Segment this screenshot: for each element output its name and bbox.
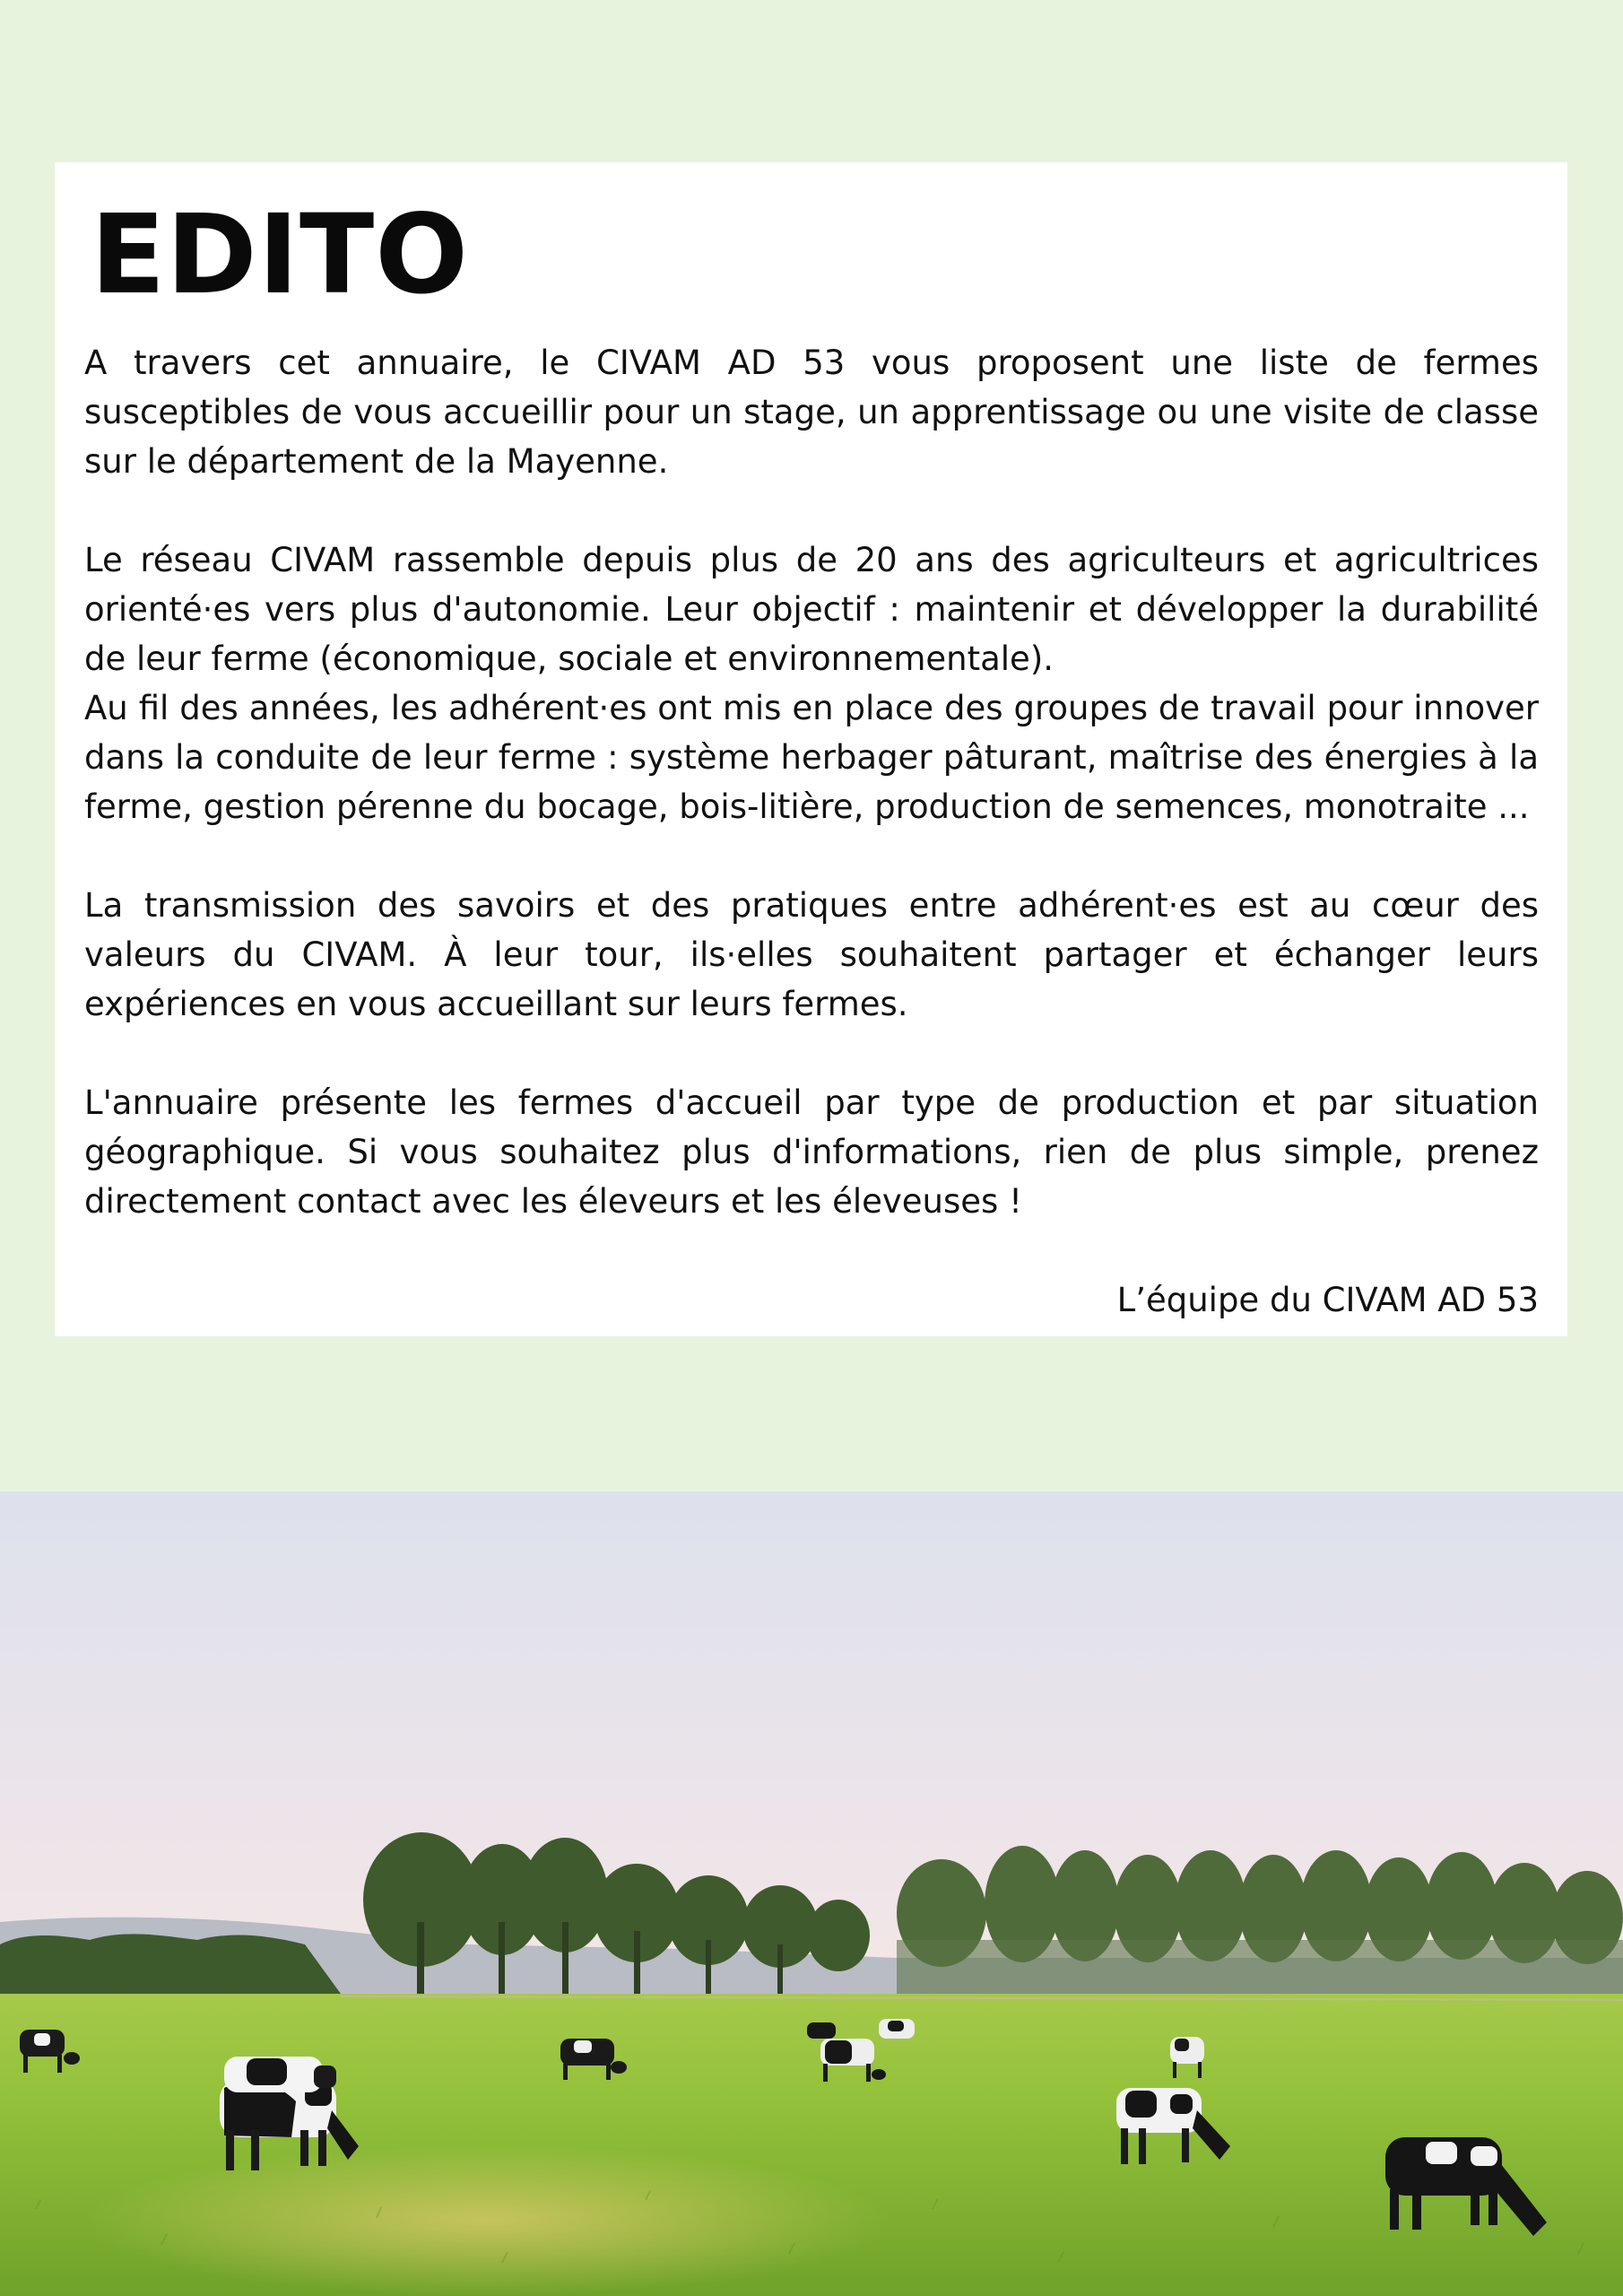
page-title: EDITO [91,191,469,318]
tree-row-right [897,1846,1623,1994]
cow-foreground-left-2 [224,2057,336,2092]
paragraph-work-groups: Au fil des années, les adhérent·es ont mis en place des groupes de travail pour innover dans la conduite de leur ferme : système herbager pâturant, maîtrise des énergies à la ferme, gestion pérenne du bocage, bois-litière, production de semences, monotraite ... [84,689,1539,826]
paragraph-intro: A travers cet annuaire, le CIVAM AD 53 vous proposent une liste de fermes susceptibles de vous accueillir pour un stage, un apprentissage ou une visite de classe sur le département de la Mayenne. [84,344,1539,481]
edito-body [84,338,1539,1325]
signature: L’équipe du CIVAM AD 53 [1116,1281,1539,1319]
paragraph-directory: L'annuaire présente les fermes d'accueil par type de production et par situation géographique. Si vous souhaitez plus d'informations, rien de plus simple, prenez directement contact avec les éleveurs et les éleveuses ! [84,1083,1539,1221]
paragraph-network: Le réseau CIVAM rassemble depuis plus de 20 ans des agriculteurs et agricultrices orienté·es vers plus d'autonomie. Leur objectif : maintenir et développer la durabilité de leur ferme (économique, sociale et environnementale). [84,541,1539,678]
meadow-cows-photo [0,1492,1623,2296]
hedge-left [0,1934,341,1994]
edito-card [55,162,1567,1336]
paragraph-transmission: La transmission des savoirs et des pratiques entre adhérent·es est au cœur des valeurs du CIVAM. À leur tour, ils·elles souhaitent partager et échanger leurs expériences en vous accueillant sur leurs fermes. [84,886,1539,1023]
